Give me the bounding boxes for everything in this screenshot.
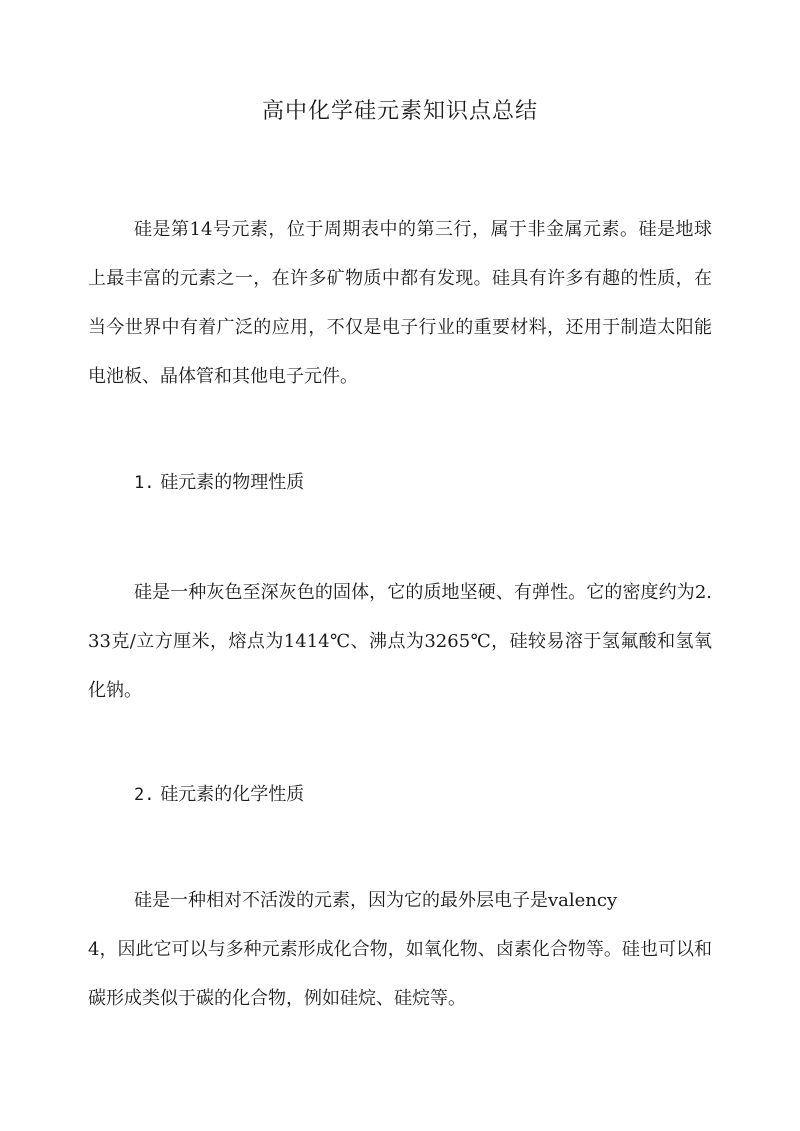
section-title: 硅元素的化学性质 (160, 784, 305, 805)
section-heading-chemical (134, 782, 304, 808)
chemical-paragraph-rest: 4，因此它可以与多种元素形成化合物，如氧化物、卤素化合物等。硅也可以和碳形成类似于碳的化合物，例如硅烷、硅烷等。 (88, 939, 712, 1009)
chemical-paragraph-line-1: 硅是一种相对不活泼的元素，因为它的最外层电子是valency (134, 890, 618, 911)
document-title: 高中化学硅元素知识点总结 (261, 99, 538, 124)
section-heading-physical (134, 470, 304, 496)
section-title: 硅元素的物理性质 (160, 472, 305, 493)
section-number: 2. (134, 785, 155, 805)
intro-paragraph: 硅是第14号元素，位于周期表中的第三行，属于非金属元素。硅是地球上最丰富的元素之一，在许多矿物质中都有发现。硅具有许多有趣的性质，在当今世界中有着广泛的应用，不仅是电子行业的重要材料，还用于制造太阳能电池板、晶体管和其他电子元件。 (88, 219, 712, 387)
physical-properties-paragraph: 硅是一种灰色至深灰色的固体，它的质地坚硬、有弹性。它的密度约为2.33克/立方厘米，熔点为1414℃、沸点为3265℃，硅较易溶于氢氟酸和氢氧化钠。 (88, 582, 712, 701)
section-number: 1. (134, 473, 155, 493)
chemical-properties-paragraph (88, 876, 712, 1023)
